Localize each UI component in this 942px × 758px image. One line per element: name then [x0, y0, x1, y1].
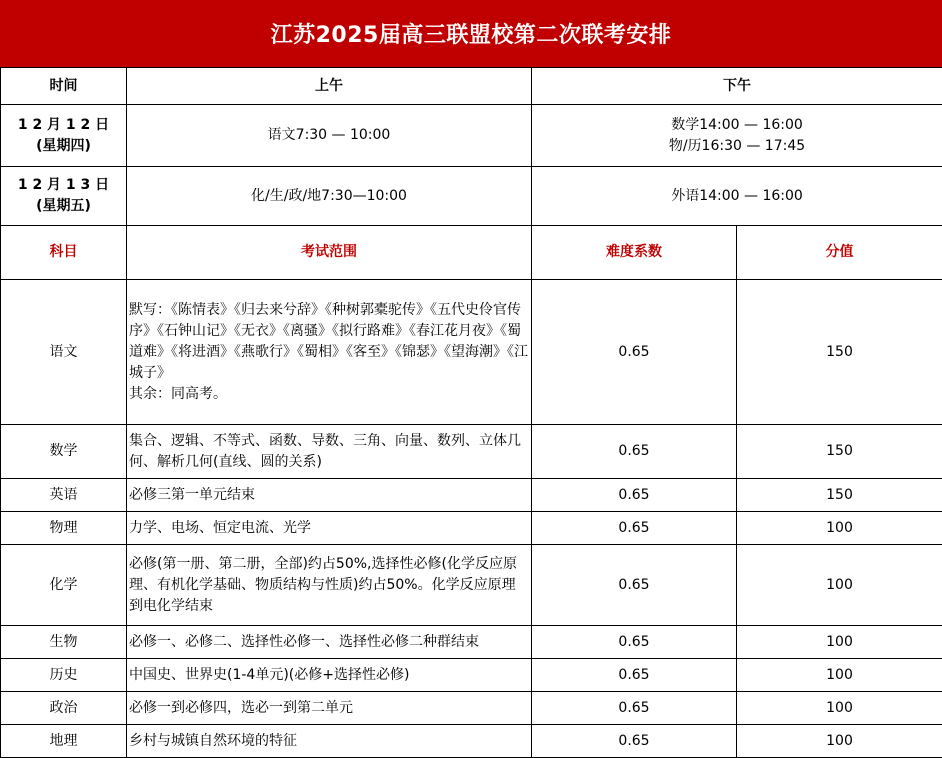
afternoon-header: 下午: [532, 68, 942, 105]
exam-scope: 集合、逻辑、不等式、函数、导数、三角、向量、数列、立体几何、解析几何(直线、圆的关系): [127, 425, 532, 479]
subject-name: 历史: [1, 659, 127, 692]
morning-header: 上午: [127, 68, 532, 105]
schedule-row: [1, 105, 942, 167]
score-value: 100: [737, 659, 942, 692]
difficulty-header: 难度系数: [532, 226, 737, 280]
subject-name: 生物: [1, 626, 127, 659]
table-row: [1, 692, 942, 725]
table-row: [1, 659, 942, 692]
difficulty-value: 0.65: [532, 626, 737, 659]
table-row: [1, 545, 942, 626]
subject-name: 数学: [1, 425, 127, 479]
subject-name: 语文: [1, 280, 127, 425]
subject-name: 地理: [1, 725, 127, 758]
score-header: 分值: [737, 226, 942, 280]
exam-scope: 默写：《陈情表》《归去来兮辞》《种树郭橐驼传》《五代史伶官传序》《石钟山记》《无衣》《离骚》《拟行路难》《春江花月夜》《蜀道难》《将进酒》《燕歌行》《蜀相》《客至》《锦瑟》《望海潮》《江城子》 其余：同高考。: [127, 280, 532, 425]
difficulty-value: 0.65: [532, 725, 737, 758]
difficulty-value: 0.65: [532, 425, 737, 479]
table-row: [1, 512, 942, 545]
table-row: [1, 725, 942, 758]
scope-header: 考试范围: [127, 226, 532, 280]
table-row: [1, 479, 942, 512]
exam-scope: 必修(第一册、第二册，全部)约占50%,选择性必修(化学反应原理、有机化学基础、物质结构与性质)约占50%。化学反应原理到电化学结束: [127, 545, 532, 626]
subject-name: 政治: [1, 692, 127, 725]
score-value: 150: [737, 479, 942, 512]
afternoon-session: 数学14:00 — 16:00 物/历16:30 — 17:45: [532, 105, 942, 167]
table-row: [1, 280, 942, 425]
exam-scope: 必修三第一单元结束: [127, 479, 532, 512]
table-row: [1, 425, 942, 479]
subject-header-row: [1, 226, 942, 280]
score-value: 150: [737, 280, 942, 425]
morning-session: 化/生/政/地7:30—10:00: [127, 167, 532, 226]
subject-name: 物理: [1, 512, 127, 545]
score-value: 100: [737, 626, 942, 659]
difficulty-value: 0.65: [532, 659, 737, 692]
score-value: 100: [737, 512, 942, 545]
subject-header: 科目: [1, 226, 127, 280]
exam-scope: 必修一、必修二、选择性必修一、选择性必修二种群结束: [127, 626, 532, 659]
time-header: 时间: [1, 68, 127, 105]
subject-name: 英语: [1, 479, 127, 512]
difficulty-value: 0.65: [532, 280, 737, 425]
exam-scope: 乡村与城镇自然环境的特征: [127, 725, 532, 758]
page-title: 江苏2025届高三联盟校第二次联考安排: [0, 0, 942, 67]
score-value: 150: [737, 425, 942, 479]
schedule-table: [0, 67, 942, 758]
table-row: [1, 626, 942, 659]
score-value: 100: [737, 725, 942, 758]
score-value: 100: [737, 545, 942, 626]
score-value: 100: [737, 692, 942, 725]
afternoon-session: 外语14:00 — 16:00: [532, 167, 942, 226]
subject-name: 化学: [1, 545, 127, 626]
difficulty-value: 0.65: [532, 692, 737, 725]
exam-date: 1 2 月 1 3 日 (星期五): [1, 167, 127, 226]
difficulty-value: 0.65: [532, 479, 737, 512]
difficulty-value: 0.65: [532, 545, 737, 626]
exam-scope: 必修一到必修四，选必一到第二单元: [127, 692, 532, 725]
difficulty-value: 0.65: [532, 512, 737, 545]
morning-session: 语文7:30 — 10:00: [127, 105, 532, 167]
time-header-row: [1, 68, 942, 105]
exam-scope: 力学、电场、恒定电流、光学: [127, 512, 532, 545]
exam-date: 1 2 月 1 2 日 (星期四): [1, 105, 127, 167]
exam-scope: 中国史、世界史(1-4单元)(必修+选择性必修): [127, 659, 532, 692]
schedule-row: [1, 167, 942, 226]
